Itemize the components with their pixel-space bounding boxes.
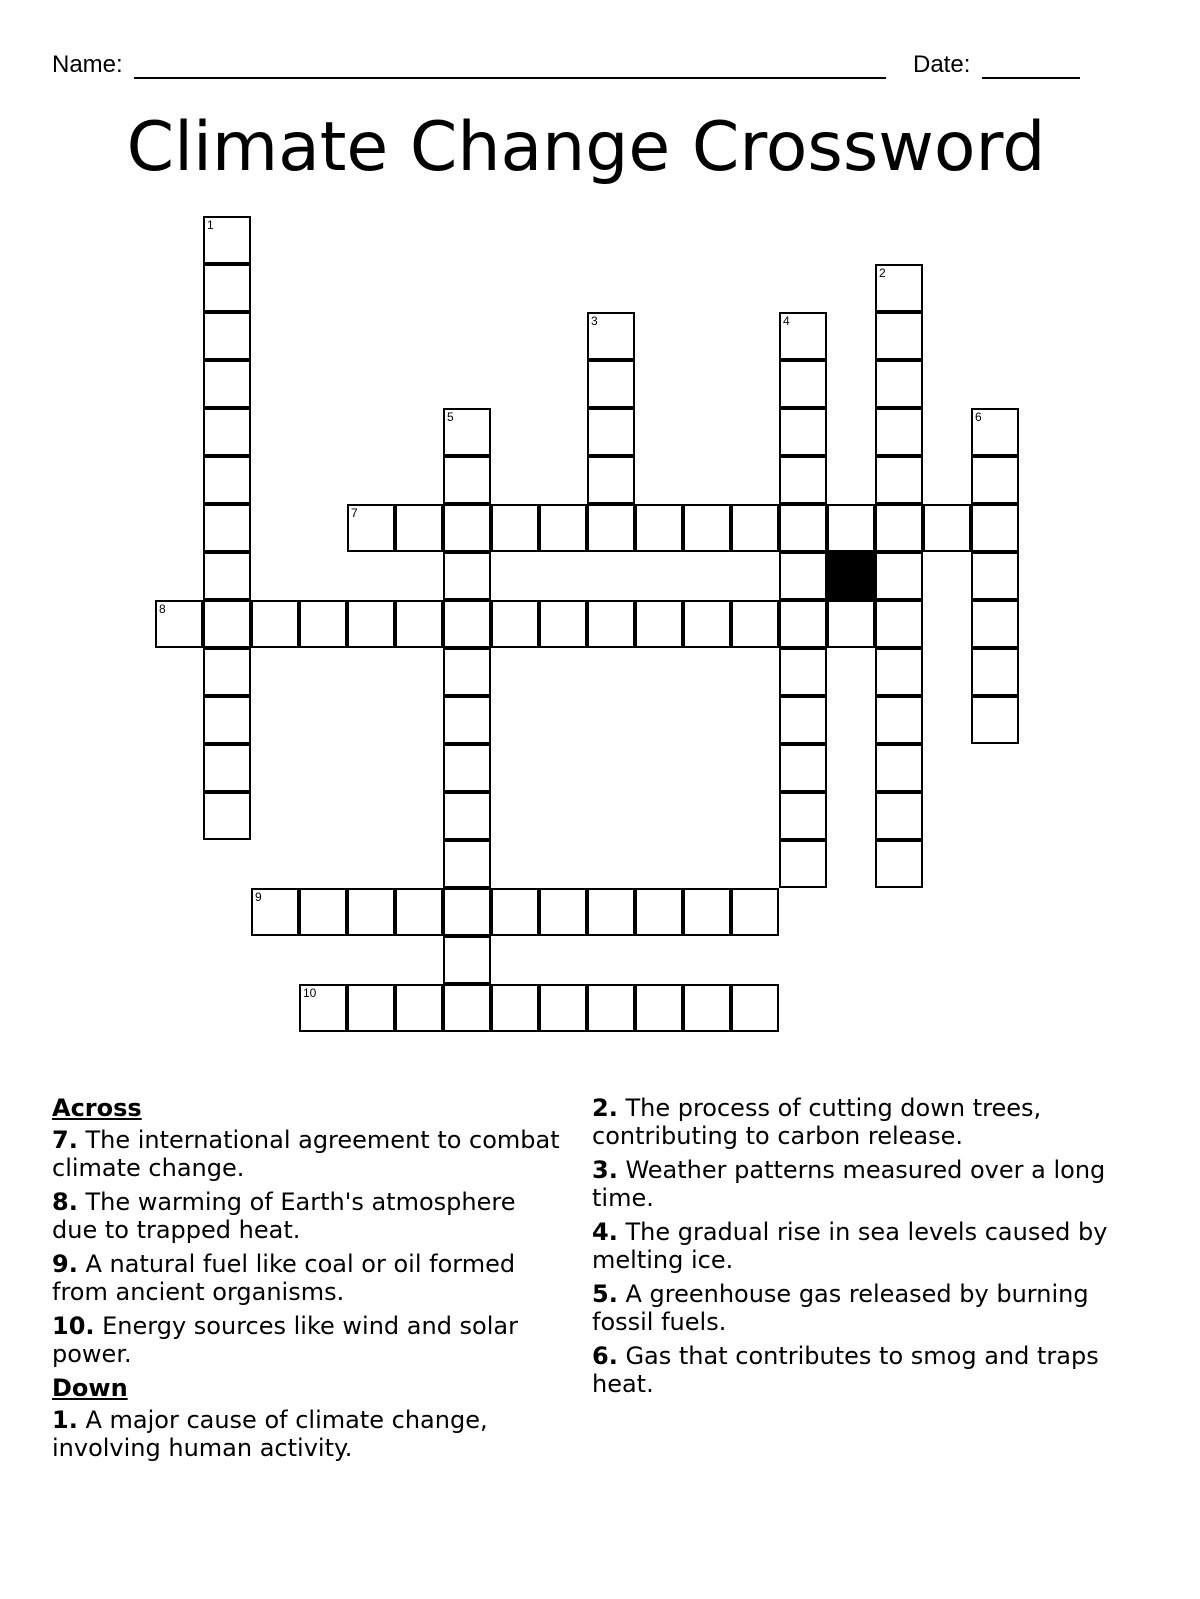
page-title: Climate Change Crossword xyxy=(126,108,1046,187)
crossword-cell[interactable] xyxy=(587,360,635,408)
crossword-cell[interactable] xyxy=(443,792,491,840)
clue-text: Gas that contributes to smog and traps heat. xyxy=(592,1342,1099,1398)
clue-text: The warming of Earth's atmosphere due to trapped heat. xyxy=(52,1188,516,1244)
crossword-cell[interactable] xyxy=(443,744,491,792)
clue-down-3 xyxy=(592,1156,1152,1212)
clue-number-label: 9 xyxy=(255,890,262,904)
clue-number-label: 8 xyxy=(159,602,166,616)
clue-text: A major cause of climate change, involving human activity. xyxy=(52,1406,488,1462)
crossword-cell[interactable] xyxy=(875,840,923,888)
crossword-cell[interactable] xyxy=(443,408,491,456)
crossword-cell[interactable] xyxy=(587,312,635,360)
clue-number-label: 10 xyxy=(303,986,317,1000)
crossword-cell[interactable] xyxy=(731,600,779,648)
clue-down-1 xyxy=(52,1406,562,1462)
crossword-cell[interactable] xyxy=(203,552,251,600)
crossword-cell[interactable] xyxy=(587,408,635,456)
across-heading: Across xyxy=(52,1094,142,1122)
clue-text: Energy sources like wind and solar power. xyxy=(52,1312,518,1368)
date-label: Date: xyxy=(913,51,971,78)
clue-number-label: 2 xyxy=(879,266,886,280)
crossword-cell[interactable] xyxy=(779,504,827,552)
clue-text: The process of cutting down trees, contributing to carbon release. xyxy=(592,1094,1042,1150)
clue-number: 10. xyxy=(52,1312,95,1340)
down-heading: Down xyxy=(52,1374,128,1402)
crossword-cell[interactable] xyxy=(347,504,395,552)
clue-across-7 xyxy=(52,1126,562,1182)
crossword-cell[interactable] xyxy=(251,888,299,936)
crossword-cell[interactable] xyxy=(875,456,923,504)
clue-down-2 xyxy=(592,1094,1152,1150)
crossword-cell[interactable] xyxy=(875,408,923,456)
clue-number: 6. xyxy=(592,1342,618,1370)
crossword-cell[interactable] xyxy=(491,984,539,1032)
crossword-cell[interactable] xyxy=(443,504,491,552)
crossword-cell[interactable] xyxy=(203,216,251,264)
crossword-cell[interactable] xyxy=(395,600,443,648)
clue-down-4 xyxy=(592,1218,1152,1274)
crossword-cell[interactable] xyxy=(779,312,827,360)
crossword-cell[interactable] xyxy=(539,984,587,1032)
crossword-cell[interactable] xyxy=(923,504,971,552)
clue-number-label: 6 xyxy=(975,410,982,424)
crossword-cell[interactable] xyxy=(443,456,491,504)
clue-across-9 xyxy=(52,1250,562,1306)
clue-number: 8. xyxy=(52,1188,78,1216)
crossword-cell[interactable] xyxy=(443,552,491,600)
crossword-cell[interactable] xyxy=(875,312,923,360)
crossword-cell[interactable] xyxy=(779,552,827,600)
crossword-cell[interactable] xyxy=(635,984,683,1032)
crossword-cell[interactable] xyxy=(491,888,539,936)
crossword-cell[interactable] xyxy=(587,600,635,648)
crossword-cell[interactable] xyxy=(251,600,299,648)
crossword-cell[interactable] xyxy=(971,504,1019,552)
crossword-cell[interactable] xyxy=(443,696,491,744)
clue-number: 9. xyxy=(52,1250,78,1278)
crossword-cell[interactable] xyxy=(875,600,923,648)
crossword-cell[interactable] xyxy=(875,360,923,408)
crossword-cell[interactable] xyxy=(779,408,827,456)
crossword-cell[interactable] xyxy=(779,648,827,696)
clue-number: 7. xyxy=(52,1126,78,1154)
crossword-cell[interactable] xyxy=(875,792,923,840)
crossword-cell[interactable] xyxy=(587,984,635,1032)
clue-text: A natural fuel like coal or oil formed from ancient organisms. xyxy=(52,1250,516,1306)
crossword-cell[interactable] xyxy=(203,264,251,312)
crossword-cell[interactable] xyxy=(395,504,443,552)
crossword-cell[interactable] xyxy=(395,888,443,936)
crossword-cell[interactable] xyxy=(443,840,491,888)
clue-number: 2. xyxy=(592,1094,618,1122)
crossword-cell[interactable] xyxy=(731,504,779,552)
crossword-cell[interactable] xyxy=(203,696,251,744)
crossword-cell[interactable] xyxy=(443,936,491,984)
crossword-cell[interactable] xyxy=(683,984,731,1032)
clue-down-6 xyxy=(592,1342,1152,1398)
black-square xyxy=(827,552,875,600)
crossword-cell[interactable] xyxy=(971,552,1019,600)
crossword-cell[interactable] xyxy=(971,600,1019,648)
crossword-cell[interactable] xyxy=(299,984,347,1032)
clue-number-label: 1 xyxy=(207,218,214,232)
crossword-cell[interactable] xyxy=(443,984,491,1032)
crossword-cell[interactable] xyxy=(635,888,683,936)
crossword-cell[interactable] xyxy=(971,696,1019,744)
crossword-cell[interactable] xyxy=(779,744,827,792)
crossword-cell[interactable] xyxy=(203,456,251,504)
crossword-cell[interactable] xyxy=(875,648,923,696)
crossword-cell[interactable] xyxy=(779,792,827,840)
name-label: Name: xyxy=(52,51,123,78)
crossword-cell[interactable] xyxy=(203,648,251,696)
crossword-cell[interactable] xyxy=(203,504,251,552)
crossword-cell[interactable] xyxy=(203,360,251,408)
crossword-cell[interactable] xyxy=(539,600,587,648)
crossword-cell[interactable] xyxy=(203,312,251,360)
clue-number: 1. xyxy=(52,1406,78,1434)
crossword-cell[interactable] xyxy=(347,600,395,648)
crossword-cell[interactable] xyxy=(731,984,779,1032)
crossword-cell[interactable] xyxy=(683,600,731,648)
crossword-cell[interactable] xyxy=(443,648,491,696)
crossword-cell[interactable] xyxy=(203,408,251,456)
clues-left-column xyxy=(52,1094,562,1468)
crossword-cell[interactable] xyxy=(203,792,251,840)
crossword-cell[interactable] xyxy=(587,456,635,504)
crossword-cell[interactable] xyxy=(635,504,683,552)
crossword-cell[interactable] xyxy=(635,600,683,648)
crossword-cell[interactable] xyxy=(299,888,347,936)
clues-right-column xyxy=(592,1094,1152,1404)
crossword-cell[interactable] xyxy=(587,888,635,936)
crossword-cell[interactable] xyxy=(875,744,923,792)
crossword-cell[interactable] xyxy=(539,504,587,552)
crossword-cell[interactable] xyxy=(779,696,827,744)
crossword-cell[interactable] xyxy=(347,888,395,936)
crossword-cell[interactable] xyxy=(971,648,1019,696)
clue-text: Weather patterns measured over a long time. xyxy=(592,1156,1106,1212)
crossword-cell[interactable] xyxy=(395,984,443,1032)
clue-text: The gradual rise in sea levels caused by melting ice. xyxy=(592,1218,1108,1274)
clue-number: 4. xyxy=(592,1218,618,1246)
crossword-cell[interactable] xyxy=(875,696,923,744)
clue-number: 5. xyxy=(592,1280,618,1308)
crossword-cell[interactable] xyxy=(683,888,731,936)
crossword-cell[interactable] xyxy=(875,264,923,312)
crossword-cell[interactable] xyxy=(155,600,203,648)
clue-number-label: 4 xyxy=(783,314,790,328)
crossword-cell[interactable] xyxy=(779,840,827,888)
crossword-cell[interactable] xyxy=(491,504,539,552)
clue-number-label: 7 xyxy=(351,506,358,520)
crossword-cell[interactable] xyxy=(491,600,539,648)
crossword-cell[interactable] xyxy=(683,504,731,552)
crossword-cell[interactable] xyxy=(539,888,587,936)
crossword-cell[interactable] xyxy=(875,552,923,600)
crossword-cell[interactable] xyxy=(827,600,875,648)
crossword-cell[interactable] xyxy=(587,504,635,552)
crossword-cell[interactable] xyxy=(203,600,251,648)
clue-text: The international agreement to combat climate change. xyxy=(52,1126,560,1182)
crossword-cell[interactable] xyxy=(971,408,1019,456)
crossword-cell[interactable] xyxy=(203,744,251,792)
crossword-cell[interactable] xyxy=(971,456,1019,504)
clue-number-label: 5 xyxy=(447,410,454,424)
crossword-cell[interactable] xyxy=(443,600,491,648)
clue-number-label: 3 xyxy=(591,314,598,328)
crossword-cell[interactable] xyxy=(779,600,827,648)
crossword-cell[interactable] xyxy=(299,600,347,648)
clue-across-8 xyxy=(52,1188,562,1244)
crossword-cell[interactable] xyxy=(347,984,395,1032)
clue-across-10 xyxy=(52,1312,562,1368)
crossword-cell[interactable] xyxy=(779,360,827,408)
crossword-cell[interactable] xyxy=(731,888,779,936)
crossword-cell[interactable] xyxy=(827,504,875,552)
crossword-cell[interactable] xyxy=(443,888,491,936)
clue-down-5 xyxy=(592,1280,1152,1336)
crossword-cell[interactable] xyxy=(875,504,923,552)
crossword-cell[interactable] xyxy=(779,456,827,504)
clue-number: 3. xyxy=(592,1156,618,1184)
clue-text: A greenhouse gas released by burning fossil fuels. xyxy=(592,1280,1089,1336)
